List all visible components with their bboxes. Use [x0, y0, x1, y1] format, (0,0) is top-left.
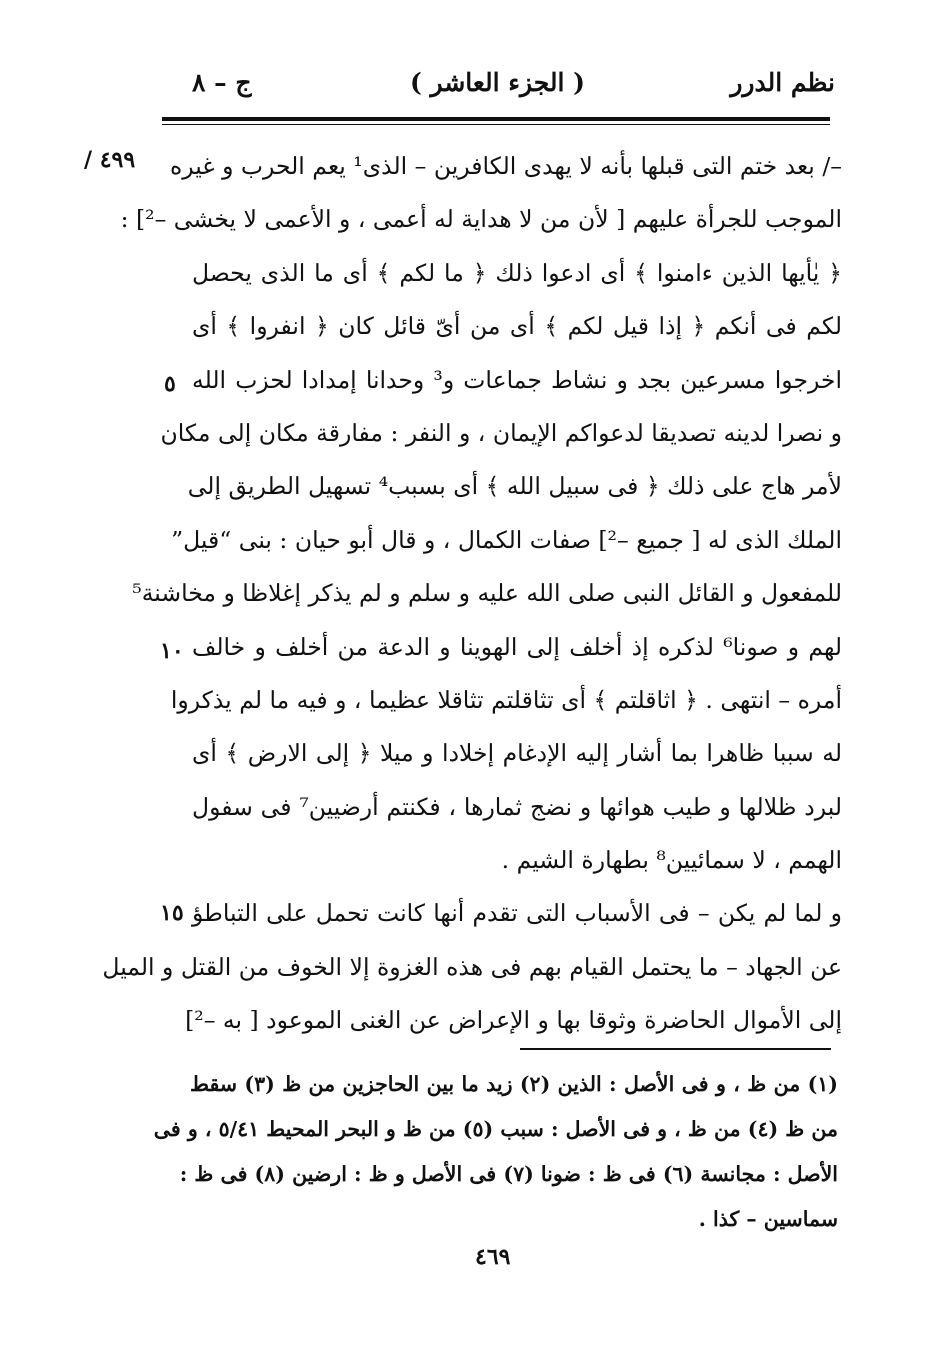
footnote-line: (١) من ظ ، و فى الأصل : الذين (٢) زيد ما بين الحاجزين من ظ (٣) سقط [190, 1072, 838, 1096]
text-line: أمره – انتهى . ﴿ اثاقلتم ﴾ أى تثاقلتم تثاقلا عظيما ، و فيه ما لم يذكروا [170, 685, 842, 714]
text-line: عن الجهاد – ما يحتمل القيام بهم فى هذه الغزوة إلا الخوف من القتل و الميل [102, 952, 842, 981]
text-line: الموجب للجرأة عليهم [ لأن من لا هداية له أعمى ، و الأعمى لا يخشى –²] : [120, 205, 842, 234]
text-line: –/ بعد ختم التى قبلها بأنه لا يهدى الكافرين – الذى¹ يعم الحرب و غيره [169, 152, 842, 180]
line-number-15: ١٥ [160, 900, 184, 926]
book-title: نظم الدرر [730, 68, 835, 97]
text-line: ﴿ يٰأيها الذين ءامنوا ﴾ أى ادعوا ذلك ﴿ ما لكم ﴾ أى ما الذى يحصل [192, 258, 842, 287]
text-line: الملك الذى له [ جميع –²] صفات الكمال ، و قال أبو حيان : بنى “قيل” [171, 525, 842, 554]
text-line: لبرد ظلالها و طيب هوائها و نضج ثمارها ، فكنتم أرضيين⁷ فى سفول [192, 792, 842, 821]
footnote-line: سماسين – كذا . [698, 1207, 838, 1231]
manuscript-page-marker: / ٤٩٩ [84, 147, 136, 173]
text-line: إلى الأموال الحاضرة وثوقا بها و الإعراض عن الغنى الموعود [ به –²] [185, 1006, 842, 1035]
running-header [160, 68, 835, 112]
page-number: ٤٦٩ [475, 1244, 511, 1270]
text-line: الهمم ، لا سمائيين⁸ بطهارة الشيم . [501, 846, 842, 875]
text-line: لكم فى أنكم ﴿ إذا قيل لكم ﴾ أى من أىّ قائل كان ﴿ انفروا ﴾ أى [192, 312, 842, 341]
header-rule-thick [162, 117, 830, 121]
part-label: ( الجزء العاشر ) [410, 68, 585, 97]
line-number-10: ١٠ [160, 638, 184, 664]
text-line: لأمر هاج على ذلك ﴿ فى سبيل الله ﴾ أى بسبب⁴ تسهيل الطريق إلى [187, 472, 842, 501]
footnotes [153, 1062, 838, 1242]
footnote-separator [520, 1048, 831, 1050]
volume-label: ج – ٨ [192, 68, 252, 97]
text-line: له سببا ظاهرا بما أشار إليه الإدغام إخلادا و ميلا ﴿ إلى الارض ﴾ أى [192, 739, 842, 768]
text-line: و لما لم يكن – فى الأسباب التى تقدم أنها كانت تحمل على التباطؤ [192, 899, 842, 928]
line-number-5: ٥ [164, 371, 176, 397]
header-rule-thin [162, 124, 830, 125]
footnote-line: الأصل : مجانسة (٦) فى ظ : ضونا (٧) فى الأصل و ظ : ارضين (٨) فى ظ : [179, 1162, 838, 1186]
text-line: للمفعول و القائل النبى صلى الله عليه و سلم و لم يذكر إغلاظا و مخاشنة⁵ [132, 579, 842, 608]
text-line: اخرجوا مسرعين بجد و نشاط جماعات و³ وحدانا إمدادا لحزب الله [192, 365, 842, 394]
footnote-line: من ظ (٤) من ظ ، و فى الأصل : سبب (٥) من ظ و البحر المحيط ٥/٤١ ، و فى [153, 1117, 838, 1141]
text-line: لهم و صونا⁶ لذكره إذ أخلف إلى الهوينا و الدعة من أخلف و خالف [192, 632, 843, 661]
text-line: و نصرا لدينه تصديقا لدعواكم الإيمان ، و النفر : مفارقة مكان إلى مكان [160, 418, 842, 447]
